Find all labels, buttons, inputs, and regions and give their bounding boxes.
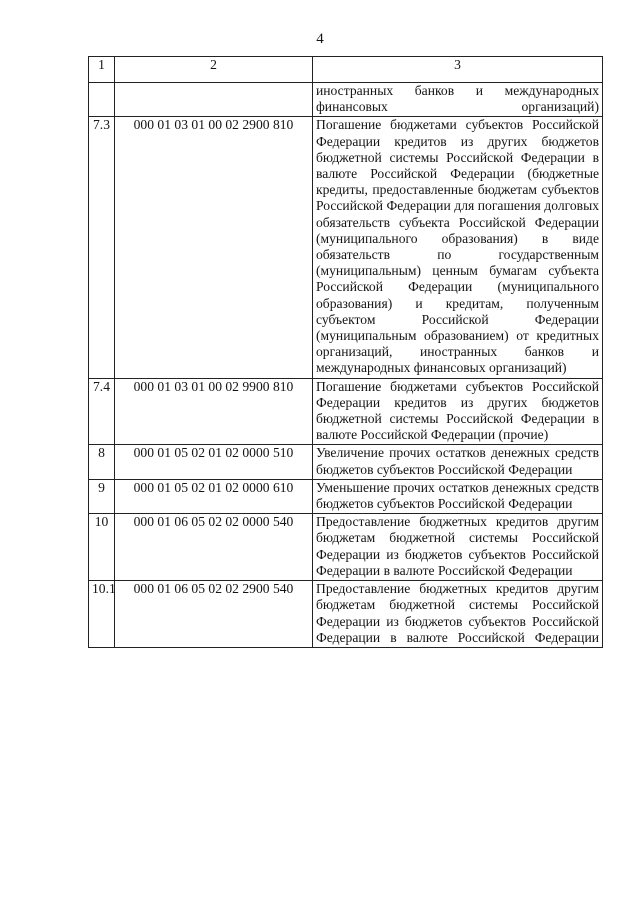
row-description: Предоставление бюджетных кредитов другим бюджетам бюджетной системы Российской Федерации из бюджетов субъектов Российской Федерации в валюте Российской Федерации bbox=[313, 581, 603, 648]
row-number: 10 bbox=[89, 514, 115, 581]
table-row bbox=[89, 479, 603, 513]
table-row bbox=[89, 83, 603, 117]
table-row bbox=[89, 514, 603, 581]
row-description: Погашение бюджетами субъектов Российской Федерации кредитов из других бюджетов бюджетной системы Российской Федерации в валюте Российской Федерации (бюджетные кредиты, предоставленные бюджетам субъектов Российской Федерации для погашения долговых обязательств субъекта Российской Федерации (муниципального образования) в виде обязательств по государственным (муниципальным) ценным бумагам субъекта Российской Федерации (муниципального образования) и кредитам, полученным субъектом Российской Федерации (муниципальным образованием) от кредитных организаций, иностранных банков и международных финансовых организаций) bbox=[313, 117, 603, 378]
table-row bbox=[89, 581, 603, 648]
row-number: 7.4 bbox=[89, 378, 115, 445]
row-number bbox=[89, 83, 115, 117]
row-description: Предоставление бюджетных кредитов другим бюджетам бюджетной системы Российской Федерации из бюджетов субъектов Российской Федерации в валюте Российской Федерации bbox=[313, 514, 603, 581]
header-col-2: 2 bbox=[115, 57, 313, 83]
table-row bbox=[89, 117, 603, 378]
row-number: 7.3 bbox=[89, 117, 115, 378]
row-description: иностранных банков и международных финансовых организаций) bbox=[313, 83, 603, 117]
row-description: Увеличение прочих остатков денежных средств бюджетов субъектов Российской Федерации bbox=[313, 445, 603, 479]
row-code: 000 01 05 02 01 02 0000 610 bbox=[115, 479, 313, 513]
header-col-1: 1 bbox=[89, 57, 115, 83]
row-number: 10.1 bbox=[89, 581, 115, 648]
header-col-3: 3 bbox=[313, 57, 603, 83]
row-code: 000 01 06 05 02 02 0000 540 bbox=[115, 514, 313, 581]
page-number: 4 bbox=[316, 31, 324, 47]
row-description: Уменьшение прочих остатков денежных средств бюджетов субъектов Российской Федерации bbox=[313, 479, 603, 513]
row-code: 000 01 03 01 00 02 2900 810 bbox=[115, 117, 313, 378]
row-code bbox=[115, 83, 313, 117]
row-code: 000 01 06 05 02 02 2900 540 bbox=[115, 581, 313, 648]
row-code: 000 01 03 01 00 02 9900 810 bbox=[115, 378, 313, 445]
row-number: 8 bbox=[89, 445, 115, 479]
row-description: Погашение бюджетами субъектов Российской Федерации кредитов из других бюджетов бюджетной системы Российской Федерации в валюте Российской Федерации (прочие) bbox=[313, 378, 603, 445]
row-number: 9 bbox=[89, 479, 115, 513]
row-code: 000 01 05 02 01 02 0000 510 bbox=[115, 445, 313, 479]
table-header-row bbox=[89, 57, 603, 83]
table-row bbox=[89, 445, 603, 479]
table-row bbox=[89, 378, 603, 445]
budget-codes-table bbox=[88, 56, 603, 648]
